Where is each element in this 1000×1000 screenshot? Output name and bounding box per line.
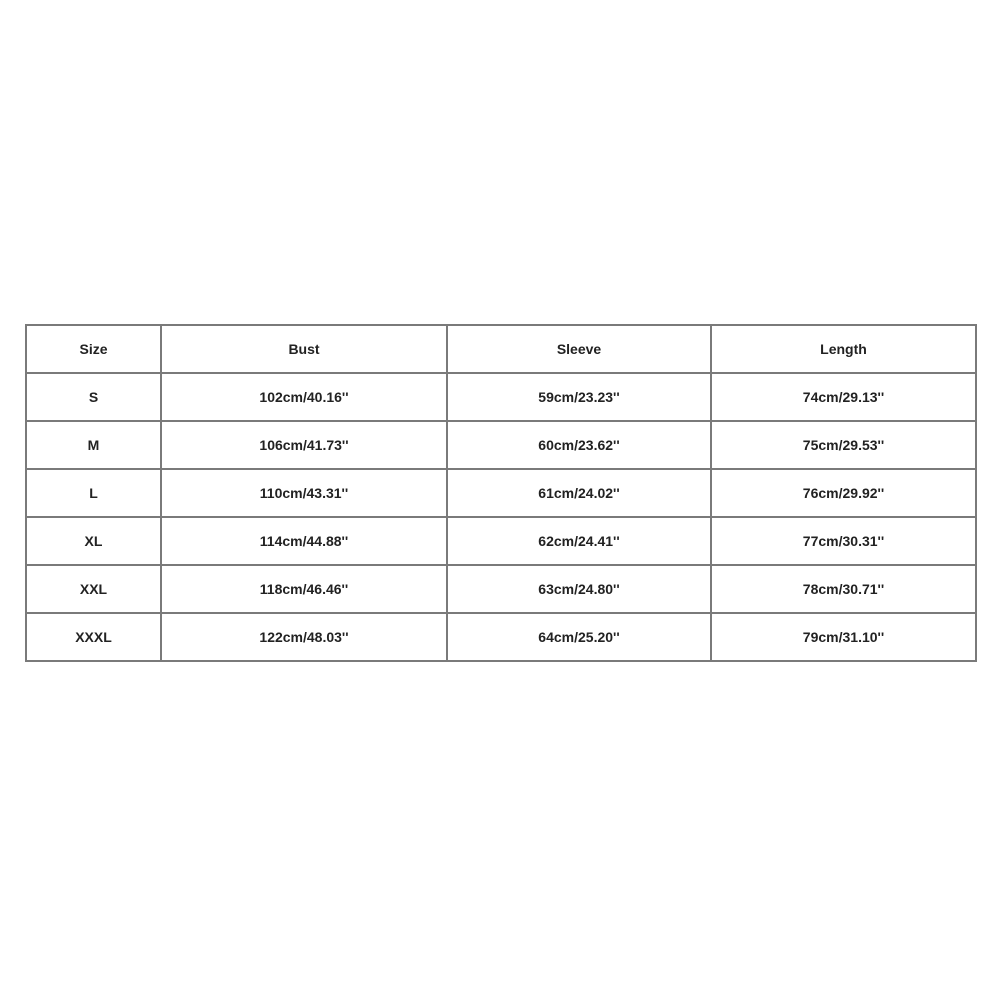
cell-sleeve: 61cm/24.02''	[447, 469, 711, 517]
header-length: Length	[711, 325, 976, 373]
cell-bust: 106cm/41.73''	[161, 421, 447, 469]
cell-sleeve: 64cm/25.20''	[447, 613, 711, 661]
cell-bust: 118cm/46.46''	[161, 565, 447, 613]
table-header-row	[26, 325, 976, 373]
cell-sleeve: 62cm/24.41''	[447, 517, 711, 565]
cell-length: 79cm/31.10''	[711, 613, 976, 661]
cell-size: XL	[26, 517, 161, 565]
cell-bust: 114cm/44.88''	[161, 517, 447, 565]
table-row	[26, 469, 976, 517]
cell-length: 74cm/29.13''	[711, 373, 976, 421]
cell-size: XXXL	[26, 613, 161, 661]
table-row	[26, 517, 976, 565]
table-row	[26, 421, 976, 469]
cell-length: 77cm/30.31''	[711, 517, 976, 565]
header-size: Size	[26, 325, 161, 373]
cell-bust: 102cm/40.16''	[161, 373, 447, 421]
cell-size: L	[26, 469, 161, 517]
cell-sleeve: 60cm/23.62''	[447, 421, 711, 469]
cell-size: M	[26, 421, 161, 469]
table-row	[26, 373, 976, 421]
cell-length: 76cm/29.92''	[711, 469, 976, 517]
cell-sleeve: 59cm/23.23''	[447, 373, 711, 421]
cell-bust: 122cm/48.03''	[161, 613, 447, 661]
cell-size: S	[26, 373, 161, 421]
table-row	[26, 565, 976, 613]
cell-size: XXL	[26, 565, 161, 613]
size-chart-table	[25, 324, 977, 662]
header-sleeve: Sleeve	[447, 325, 711, 373]
cell-bust: 110cm/43.31''	[161, 469, 447, 517]
cell-length: 75cm/29.53''	[711, 421, 976, 469]
cell-sleeve: 63cm/24.80''	[447, 565, 711, 613]
header-bust: Bust	[161, 325, 447, 373]
table-row	[26, 613, 976, 661]
cell-length: 78cm/30.71''	[711, 565, 976, 613]
